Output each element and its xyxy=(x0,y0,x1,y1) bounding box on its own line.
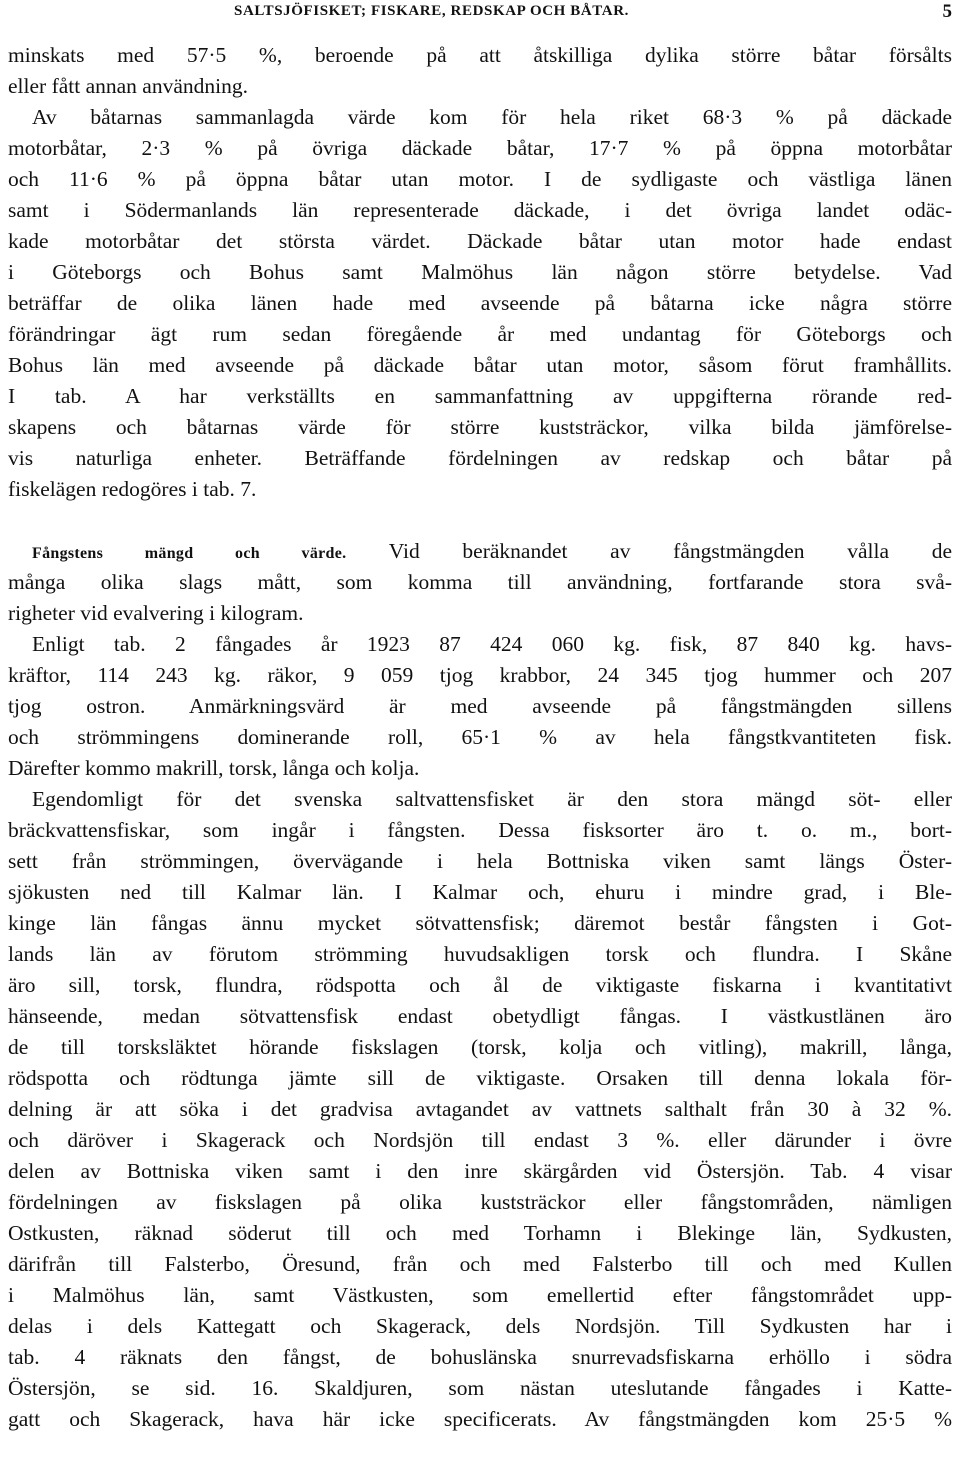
text-line: vis naturliga enheter. Beträffande fördelningen av redskap och båtar på xyxy=(8,446,952,470)
paragraph-1 xyxy=(8,40,952,102)
text-line: beträffar de olika länen hade med avseende på båtarna icke några större xyxy=(8,291,952,315)
text-line: förändringar ägt rum sedan föregående år med undantag för Göteborgs och xyxy=(8,322,952,346)
text-line: righeter vid evalvering i kilogram. xyxy=(8,601,304,625)
text-line: I tab. A har verkställts en sammanfattning av uppgifterna rörande red- xyxy=(8,384,952,408)
text-line: många olika slags mått, som komma till användning, fortfarande stora svå- xyxy=(8,570,952,594)
text-line: Östersjön, se sid. 16. Skaldjuren, som nästan uteslutande fångades i Katte- xyxy=(8,1376,952,1400)
paragraph-species xyxy=(8,784,952,1435)
text-line: kinge län fångas ännu mycket sötvattensfisk; däremot består fångsten i Got- xyxy=(8,911,952,935)
text-line: i Malmöhus län, samt Västkusten, som emellertid efter fångstområdet upp- xyxy=(8,1283,952,1307)
text-line: de till torsksläktet hörande fiskslagen (torsk, kolja och vitling), makrill, långa, xyxy=(8,1035,952,1059)
section-first-line-text: Vid beräknandet av fångstmängden vålla de xyxy=(388,539,952,563)
text-line: Av båtarnas sammanlagda värde kom för hela riket 68·3 % på däckade xyxy=(32,105,952,129)
text-line: delning är att söka i det gradvisa avtagandet av vattnets salthalt från 30 à 32 %. xyxy=(8,1097,952,1121)
text-line: fördelningen av fiskslagen på olika kuststräckor eller fångstområden, nämligen xyxy=(8,1190,952,1214)
document-page xyxy=(8,0,952,1435)
text-line: delas i dels Kattegatt och Skagerack, dels Nordsjön. Till Sydkusten har i xyxy=(8,1314,952,1338)
text-line: och däröver i Skagerack och Nordsjön till endast 3 %. eller därunder i övre xyxy=(8,1128,952,1152)
text-line: samt i Södermanlands län representerade däckade, i det övriga landet odäc- xyxy=(8,198,952,222)
text-line: i Göteborgs och Bohus samt Malmöhus län någon större betydelse. Vad xyxy=(8,260,952,284)
text-line: sett från strömmingen, övervägande i hela Bottniska viken samt längs Öster- xyxy=(8,849,952,873)
paragraph-catch xyxy=(8,629,952,784)
text-line: fiskelägen redogöres i tab. 7. xyxy=(8,477,257,501)
text-line: därifrån till Falsterbo, Öresund, från och med Falsterbo till och med Kullen xyxy=(8,1252,952,1276)
text-line: hänseende, medan sötvattensfisk endast obetydligt fångas. I västkustlänen äro xyxy=(8,1004,952,1028)
text-line: eller fått annan användning. xyxy=(8,74,248,98)
text-line: Bohus län med avseende på däckade båtar utan motor, såsom förut framhållits. xyxy=(8,353,952,377)
text-line: gatt och Skagerack, hava här icke specificerats. Av fångstmängden kom 25·5 % xyxy=(8,1407,952,1431)
text-line: rödspotta och rödtunga jämte sill de viktigaste. Orsaken till denna lokala för- xyxy=(8,1066,952,1090)
text-line: tab. 4 räknats den fångst, de bohuslänska snurrevadsfiskarna erhöllo i södra xyxy=(8,1345,952,1369)
section-fangst xyxy=(8,536,952,629)
text-line: Ostkusten, räknad söderut till och med Torhamn i Blekinge län, Sydkusten, xyxy=(8,1221,952,1245)
section-spacer xyxy=(8,505,952,536)
text-line: Egendomligt för det svenska saltvattensfisket är den stora mängd söt- eller xyxy=(32,787,952,811)
text-line: sjökusten ned till Kalmar län. I Kalmar och, ehuru i mindre grad, i Ble- xyxy=(8,880,952,904)
page-number: 5 xyxy=(942,1,952,22)
text-line: minskats med 57·5 %, beroende på att åtskilliga dylika större båtar försålts xyxy=(8,43,952,67)
text-line: och 11·6 % på öppna båtar utan motor. I de sydligaste och västliga länen xyxy=(8,167,952,191)
text-line: delen av Bottniska viken samt i den inre skärgården vid Östersjön. Tab. 4 visar xyxy=(8,1159,952,1183)
text-line xyxy=(8,536,952,567)
text-line: äro sill, torsk, flundra, rödspotta och ål de viktigaste fiskarna i kvantitativt xyxy=(8,973,952,997)
text-line: och strömmingens dominerande roll, 65·1 % av hela fångstkvantiteten fisk. xyxy=(8,725,952,749)
section-heading: Fångstens mängd och värde. xyxy=(32,545,347,562)
text-line: bräckvattensfiskar, som ingår i fångsten. Dessa fisksorter äro t. o. m., bort- xyxy=(8,818,952,842)
text-line: kräftor, 114 243 kg. räkor, 9 059 tjog krabbor, 24 345 tjog hummer och 207 xyxy=(8,663,952,687)
text-line: Därefter kommo makrill, torsk, långa och kolja. xyxy=(8,756,420,780)
running-header xyxy=(8,0,952,40)
body-text xyxy=(8,40,952,1435)
text-line: motorbåtar, 2·3 % på övriga däckade båtar, 17·7 % på öppna motorbåtar xyxy=(8,136,952,160)
text-line: lands län av förutom strömming huvudsakligen torsk och flundra. I Skåne xyxy=(8,942,952,966)
text-line: tjog ostron. Anmärkningsvärd är med avseende på fångstmängden sillens xyxy=(8,694,952,718)
paragraph-2 xyxy=(8,102,952,505)
text-line: Enligt tab. 2 fångades år 1923 87 424 060 kg. fisk, 87 840 kg. havs- xyxy=(32,632,952,656)
running-title: SALTSJÖFISKET; FISKARE, REDSKAP OCH BÅTAR. xyxy=(234,3,630,19)
text-line: skapens och båtarnas värde för större kuststräckor, vilka bilda jämförelse- xyxy=(8,415,952,439)
text-line: kade motorbåtar det största värdet. Däckade båtar utan motor hade endast xyxy=(8,229,952,253)
